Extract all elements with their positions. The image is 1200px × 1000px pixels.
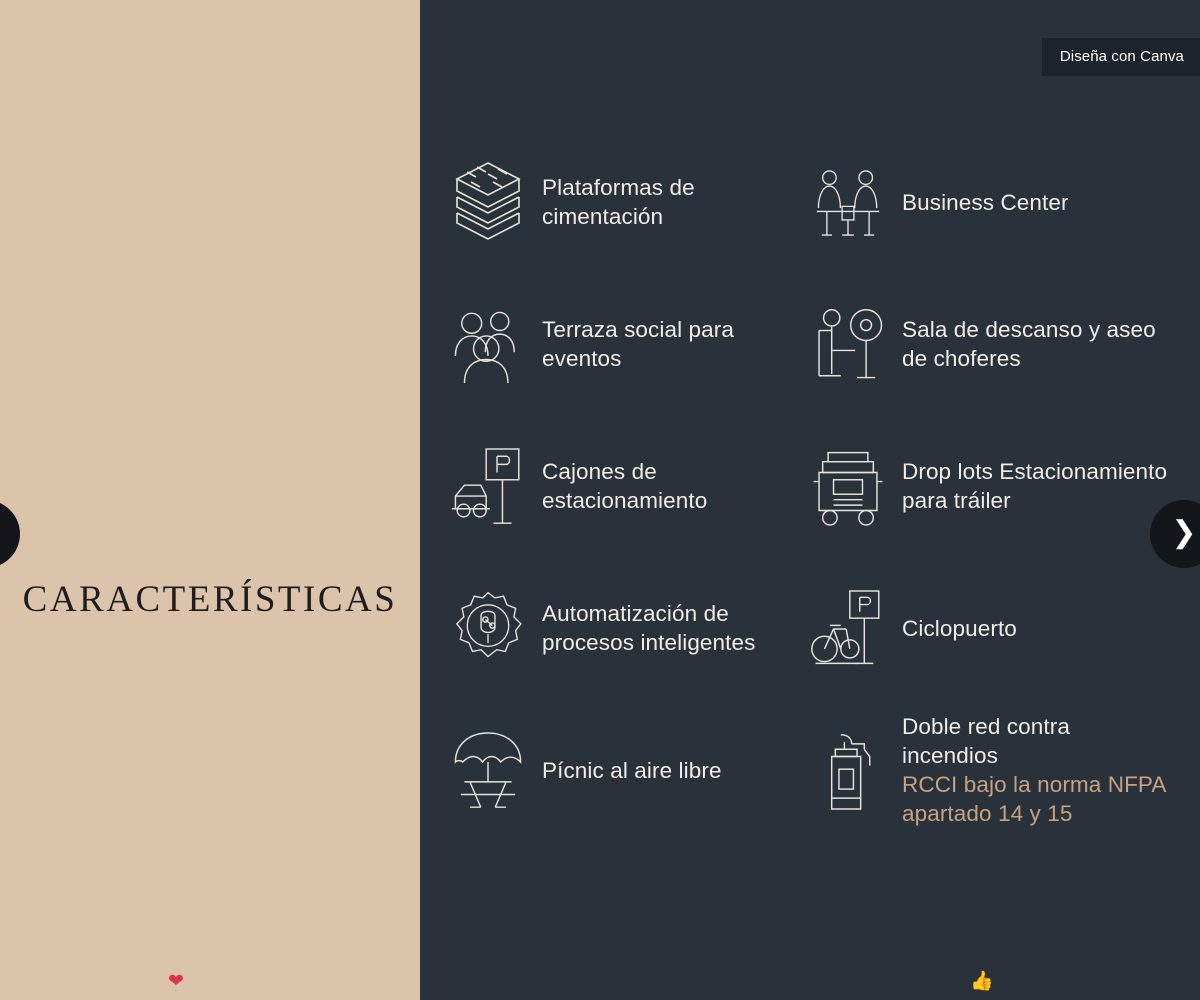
features-grid [430, 132, 1200, 842]
prev-slide-button[interactable] [0, 500, 20, 568]
feature-item [790, 416, 1170, 558]
feature-label [902, 713, 1170, 828]
feature-label: Ciclopuerto [902, 615, 1017, 641]
foundation-platform-icon [450, 157, 526, 249]
bicycle-parking-icon [810, 583, 886, 675]
truck-icon [810, 441, 886, 533]
feature-label: Automatización de procesos inteligentes [542, 601, 756, 655]
feature-item [430, 558, 790, 700]
feature-label: Plataformas de cimentación [542, 175, 695, 229]
feature-item [790, 558, 1170, 700]
feature-label: Sala de descanso y aseo de choferes [902, 317, 1156, 371]
feature-label: Pícnic al aire libre [542, 757, 722, 783]
parking-car-icon [450, 441, 526, 533]
feature-item [430, 416, 790, 558]
feature-item [430, 274, 790, 416]
canva-badge[interactable]: Diseña con Canva [1042, 38, 1200, 76]
page-title: CARACTERÍSTICAS [22, 579, 398, 620]
picnic-umbrella-icon [450, 725, 526, 817]
feature-label-main: Doble red contra incendios [902, 714, 1070, 769]
thumbs-up-emoji: 👍 [970, 971, 994, 992]
social-terrace-people-icon [450, 299, 526, 391]
chevron-right-icon: ❯ [1171, 515, 1197, 549]
left-panel [0, 0, 420, 1000]
feature-label: Cajones de estacionamiento [542, 459, 708, 513]
feature-label: Business Center [902, 189, 1069, 215]
feature-item [790, 132, 1170, 274]
automation-gear-robot-icon [450, 583, 526, 675]
right-panel [420, 0, 1200, 1000]
feature-item [790, 700, 1170, 842]
feature-item [790, 274, 1170, 416]
driver-lounge-icon [810, 299, 886, 391]
business-center-icon [810, 157, 886, 249]
feature-item [430, 700, 790, 842]
feature-label: Drop lots Estacionamiento para tráiler [902, 459, 1168, 513]
fire-extinguisher-icon [810, 725, 886, 817]
feature-label-sub: RCCI bajo la norma NFPA apartado 14 y 15 [902, 772, 1166, 826]
heart-emoji: ❤ [168, 971, 184, 992]
feature-label: Terraza social para eventos [542, 317, 734, 371]
feature-item [430, 132, 790, 274]
